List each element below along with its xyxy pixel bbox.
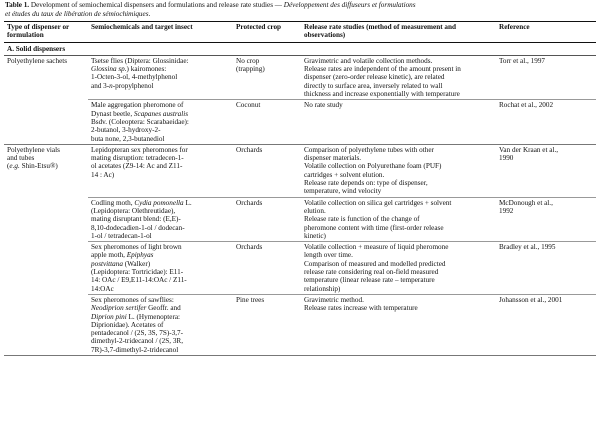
- caption-end: .: [148, 10, 151, 18]
- cell-line: dispenser (zero-order release kinetic), are related: [304, 73, 445, 82]
- cell-line: Volatile collection on silica gel cartridges + solvent: [304, 198, 452, 207]
- cell-semiochemicals: [88, 242, 233, 295]
- cell-line: 1-ol / tetradecan-1-ol: [91, 231, 152, 240]
- cell-line: No rate study: [304, 101, 343, 110]
- cell-line: Comparison of measured and modelled predicted: [304, 259, 446, 268]
- header-type: Type of dispenser or formulation: [4, 22, 88, 43]
- cell-line: dispenser materials.: [304, 154, 362, 163]
- cell-release: [301, 242, 496, 295]
- cell-line: apple moth, Epiphyas: [91, 251, 154, 260]
- cell-line: Gravimetric method.: [304, 295, 364, 304]
- cell-line: temperature, wind velocity: [304, 187, 382, 196]
- cell-line: pheromone content with time (first-order release: [304, 223, 444, 232]
- cell-line: 2-butanol, 3-hydroxy-2-: [91, 126, 161, 135]
- cell-line: Polyethylene vials: [7, 145, 60, 154]
- cell-line: Gravimetric and volatile collection methods.: [304, 56, 433, 65]
- cell-line: mating disruptant blend: (E,E)-: [91, 215, 181, 224]
- section-row: [4, 42, 596, 55]
- table-caption: [5, 1, 596, 19]
- cell-release: [301, 55, 496, 99]
- cell-type: [4, 197, 88, 241]
- cell-line: 14: OAc / E9,E11-14:OAc / Z11-: [91, 276, 187, 285]
- caption-english: Development of semiochemical dispensers and formulations and release rate studies —: [29, 1, 284, 9]
- cell-line: Codling moth, Cydia pomonella L.: [91, 198, 192, 207]
- cell-type: [4, 100, 88, 144]
- cell-release: [301, 197, 496, 241]
- header-release: Release rate studies (method of measurement and observations): [301, 22, 496, 43]
- cell-line: directly to surface area, inversely related to wall: [304, 81, 443, 90]
- cell-reference: [496, 197, 596, 241]
- cell-crop: [233, 55, 301, 99]
- cell-line: Diprionidae). Acetates of: [91, 320, 164, 329]
- cell-reference: [496, 100, 596, 144]
- cell-line: Van der Kraan et al.,: [499, 145, 559, 154]
- cell-line: ol acetates (Z9-14: Ac and Z11-: [91, 162, 183, 171]
- cell-line: buta none, 2,3-butanediol: [91, 134, 165, 143]
- header-semiochemicals: Semiochemicals and target insect: [88, 22, 233, 43]
- cell-line: Coconut: [236, 101, 261, 110]
- cell-type: [4, 242, 88, 295]
- cell-type: [4, 55, 88, 99]
- cell-line: Torr et al., 1997: [499, 56, 546, 65]
- cell-line: 8,10-dodecadien-1-ol / dodecan-: [91, 223, 185, 232]
- cell-line: Release rate depends on: type of dispenser,: [304, 179, 428, 188]
- caption-french-1: Développement des diffuseurs et formulations: [283, 1, 416, 9]
- cell-semiochemicals: [88, 294, 233, 355]
- cell-line: elution.: [304, 206, 326, 215]
- cell-semiochemicals: [88, 197, 233, 241]
- cell-semiochemicals: [88, 100, 233, 144]
- cell-line: and 3-n-propylphenol: [91, 81, 154, 90]
- cell-line: Dynast beetle, Scapanes australis: [91, 109, 189, 118]
- section-title: A. Solid dispensers: [4, 42, 596, 55]
- cell-line: release rate considering real on-field measured: [304, 268, 439, 277]
- cell-line: pentadecanol / (2S, 3S, 7S)-3,7-: [91, 329, 184, 338]
- cell-line: 1-Octen-3-ol, 4-methylphenol: [91, 73, 178, 82]
- cell-line: Polyethylene sachets: [7, 56, 68, 65]
- table-row: [4, 55, 596, 99]
- cell-line: Bradley et al., 1995: [499, 243, 556, 252]
- cell-line: Orchards: [236, 198, 263, 207]
- table-row: [4, 197, 596, 241]
- cell-crop: [233, 242, 301, 295]
- cell-line: Volatile collection + measure of liquid pheromone: [304, 243, 449, 252]
- cell-crop: [233, 100, 301, 144]
- cell-line: relationship): [304, 284, 341, 293]
- cell-crop: [233, 294, 301, 355]
- cell-line: Release rates increase with temperature: [304, 304, 418, 313]
- cell-reference: [496, 144, 596, 197]
- cell-line: Sex pheromones of light brown: [91, 243, 182, 252]
- cell-line: Sex pheromones of sawflies:: [91, 295, 174, 304]
- cell-line: Rochat et al., 2002: [499, 101, 554, 110]
- cell-line: Lepidopteran sex pheromones for: [91, 145, 188, 154]
- cell-type: [4, 294, 88, 355]
- cell-line: Johansson et al., 2001: [499, 295, 563, 304]
- cell-reference: [496, 242, 596, 295]
- table-row: [4, 100, 596, 144]
- cell-line: Comparison of polyethylene tubes with other: [304, 145, 434, 154]
- cell-line: Diprion pini L. (Hymenoptera:: [91, 312, 181, 321]
- cell-line: cartridges + solvent elution.: [304, 170, 385, 179]
- data-table: [4, 21, 596, 356]
- cell-line: 1992: [499, 206, 514, 215]
- cell-line: 14 : Ac): [91, 170, 115, 179]
- cell-line: mating disruption: tetradecen-1-: [91, 154, 184, 163]
- cell-release: [301, 100, 496, 144]
- cell-line: McDonough et al.,: [499, 198, 553, 207]
- cell-line: 7R)-3,7-dimethyl-2-tridecanol: [91, 345, 179, 354]
- cell-release: [301, 294, 496, 355]
- cell-line: Glossina sp.) kairomones:: [91, 65, 167, 74]
- cell-line: (Lepidoptera: Olethreutidae),: [91, 206, 176, 215]
- cell-line: postvittana (Walker): [91, 259, 151, 268]
- cell-line: 14:OAc: [91, 284, 114, 293]
- cell-line: Pine trees: [236, 295, 265, 304]
- cell-line: and tubes: [7, 154, 35, 163]
- cell-type: [4, 144, 88, 197]
- cell-reference: [496, 294, 596, 355]
- cell-line: Release rate is function of the change of: [304, 215, 420, 224]
- document-page: [4, 1, 596, 356]
- cell-line: dimethyl-2-tridecanol / (2S, 3R,: [91, 337, 184, 346]
- table-row: [4, 144, 596, 197]
- table-row: [4, 294, 596, 355]
- cell-line: Orchards: [236, 243, 263, 252]
- cell-line: (e.g. Shin-Etsu®): [7, 162, 58, 171]
- table-row: [4, 242, 596, 295]
- cell-crop: [233, 197, 301, 241]
- cell-reference: [496, 55, 596, 99]
- cell-line: Volatile collection on Polyurethane foam (PUF): [304, 162, 442, 171]
- cell-line: (Lepidoptera: Tortricidae): E11-: [91, 268, 184, 277]
- cell-line: Release rates are independent of the amount present in: [304, 65, 461, 74]
- cell-line: length over time.: [304, 251, 353, 260]
- cell-line: 1990: [499, 154, 514, 163]
- cell-line: Tsetse flies (Diptera: Glossinidae:: [91, 56, 189, 65]
- cell-line: (trapping): [236, 65, 265, 74]
- cell-semiochemicals: [88, 55, 233, 99]
- table-header-row: [4, 22, 596, 43]
- header-reference: Reference: [496, 22, 596, 43]
- cell-semiochemicals: [88, 144, 233, 197]
- cell-line: No crop: [236, 56, 260, 65]
- header-crop: Protected crop: [233, 22, 301, 43]
- cell-line: Neodiprion sertifer Geoffr. and: [91, 304, 181, 313]
- caption-label: Table 1.: [5, 1, 30, 9]
- caption-french-2: et études du taux de libération de sémiochimiques: [5, 10, 149, 18]
- cell-release: [301, 144, 496, 197]
- cell-line: Bsdv. (Coleoptera: Scarabaeidae):: [91, 117, 189, 126]
- cell-line: temperature (linear release rate – temperature: [304, 276, 435, 285]
- cell-line: kinetic): [304, 231, 326, 240]
- cell-line: Orchards: [236, 145, 263, 154]
- cell-crop: [233, 144, 301, 197]
- cell-line: thickness and increase exponentially with temperature: [304, 90, 460, 99]
- cell-line: Male aggregation pheromone of: [91, 101, 184, 110]
